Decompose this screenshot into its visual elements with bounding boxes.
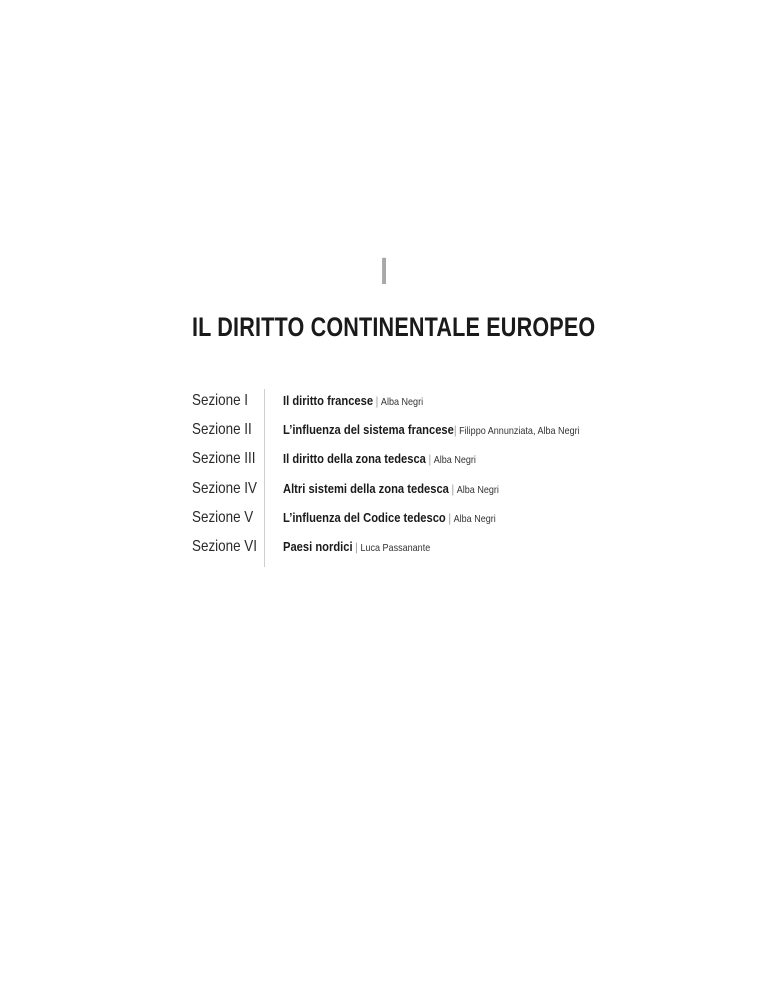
toc-row-sezione-5 [192,504,712,533]
toc-section-title: Paesi nordici [283,538,353,554]
toc-sezione-label: Sezione V [192,508,254,526]
toc-separator: | [453,423,457,438]
toc-author: Filippo Annunziata, Alba Negri [459,425,580,438]
toc-entry [283,538,430,557]
toc-author: Alba Negri [433,454,476,467]
toc-sezione-label: Sezione I [192,392,249,409]
toc-author: Luca Passanante [360,541,431,554]
toc-entry [283,450,476,469]
toc-separator: | [375,394,379,408]
toc-author: Alba Negri [380,396,424,408]
toc-author: Alba Negri [453,512,496,525]
toc-entry [283,509,496,528]
toc-section-title: Altri sistemi della zona tedesca [283,480,449,496]
toc-section-title: L’influenza del sistema francese [283,422,454,438]
toc-entry [283,480,499,499]
toc-section-title: Il diritto francese [283,393,374,408]
toc-author: Alba Negri [456,483,499,496]
toc-row-sezione-3 [192,445,712,474]
toc-section-title: Il diritto della zona tedesca [283,451,426,467]
toc-sezione-label: Sezione VI [192,537,258,555]
toc-separator: | [355,539,358,554]
toc-entry [283,421,580,440]
toc-entry [283,392,423,411]
table-of-contents [192,387,712,562]
toc-row-sezione-2 [192,416,712,445]
toc-separator: | [448,510,452,525]
toc-row-sezione-1 [192,387,712,416]
part-title: IL DIRITTO CONTINENTALE EUROPEO [192,312,596,342]
toc-sezione-label: Sezione II [192,421,252,439]
toc-row-sezione-4 [192,475,712,504]
toc-sezione-label: Sezione III [192,450,256,468]
toc-section-title: L’influenza del Codice tedesco [283,509,446,525]
toc-separator: | [451,481,455,496]
toc-sezione-label: Sezione IV [192,479,258,497]
toc-row-sezione-6 [192,533,712,562]
toc-separator: | [428,452,432,467]
part-numeral: I [380,251,388,293]
